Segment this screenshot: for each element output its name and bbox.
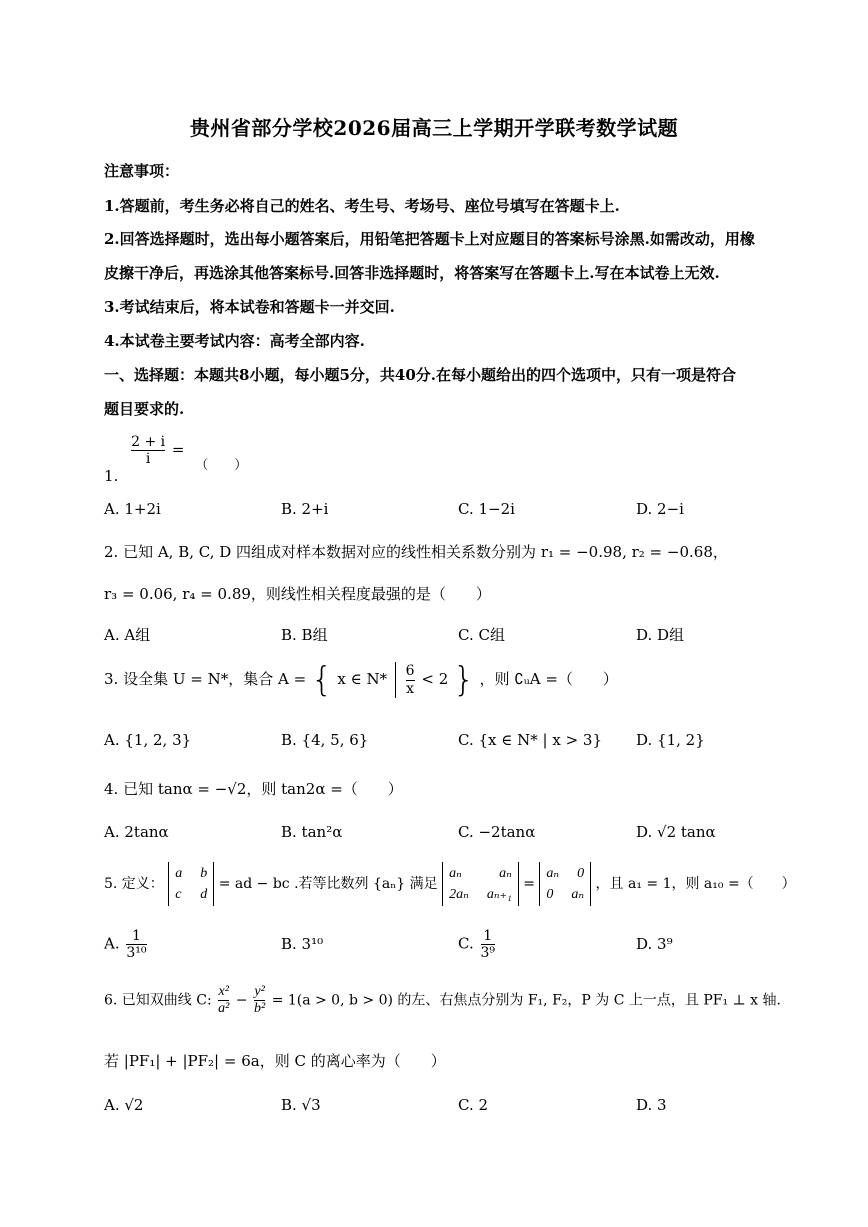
question-3-fraction bbox=[406, 663, 415, 696]
question-6-option-a: A. √2 bbox=[104, 1096, 144, 1114]
question-3-option-a: A. {1, 2, 3} bbox=[104, 731, 192, 749]
notice-item-4: 4.本试卷主要考试内容：高考全部内容. bbox=[104, 332, 365, 350]
question-4-option-a: A. 2tanα bbox=[104, 823, 169, 841]
option-label: C. bbox=[458, 934, 474, 953]
matrix-cell: aₙ bbox=[449, 866, 462, 881]
question-1-number: 1. bbox=[104, 466, 119, 485]
matrix-cell: a bbox=[175, 866, 183, 881]
matrix-cell: aₙ₊₁ bbox=[486, 887, 512, 902]
notice-item-2-line-2: 皮擦干净后，再选涂其他答案标号.回答非选择题时，将答案写在答题卡上.写在本试卷上无效. bbox=[104, 264, 720, 282]
question-5-definition: = ad − bc .若等比数列 {aₙ} 满足 bbox=[218, 876, 438, 892]
question-2-line-1: 2. 已知 A, B, C, D 四组成对样本数据对应的线性相关系数分别为 r₁ = −0.98, r₂ = −0.68， bbox=[104, 543, 728, 561]
question-6-fraction-y bbox=[254, 984, 265, 1017]
page-title: 贵州省部分学校2026届高三上学期开学联考数学试题 bbox=[189, 116, 679, 140]
question-3-set-left: x ∈ N* bbox=[337, 670, 388, 688]
question-5-option-d: D. 3⁹ bbox=[636, 935, 673, 953]
left-brace-icon: { bbox=[310, 660, 333, 700]
question-2-line-2: r₃ = 0.06, r₄ = 0.89，则线性相关程度最强的是（ ） bbox=[104, 585, 491, 603]
question-6-rest: = 1(a > 0, b > 0) 的左、右焦点分别为 F₁, F₂，P 为 C 上一点，且 PF₁ ⊥ x 轴. bbox=[271, 992, 781, 1009]
fraction-denominator: b² bbox=[253, 1001, 266, 1017]
notice-item-2-line-1: 2.回答选择题时，选出每小题答案后，用铅笔把答题卡上对应题目的答案标号涂黑.如需改动，用橡 bbox=[104, 230, 755, 248]
question-4-option-d: D. √2 tanα bbox=[636, 823, 716, 841]
determinant-left bbox=[442, 862, 519, 906]
notice-item-1: 1.答题前，考生务必将自己的姓名、考生号、考场号、座位号填写在答题卡上. bbox=[104, 197, 620, 215]
option-label: A. bbox=[104, 934, 120, 953]
matrix-cell: c bbox=[175, 887, 182, 902]
question-3-denominator: x bbox=[406, 680, 415, 697]
determinant-right bbox=[539, 862, 591, 906]
question-4-option-b: B. tan²α bbox=[281, 823, 343, 841]
question-5: 5. 定义： a b c d = ad − bc .若等比数列 {aₙ} 满足 aₙ aₙ 2aₙ aₙ₊₁ = aₙ 0 0 aₙ ，且 a₁ = 1，则 a₁₀ =（ ） bbox=[104, 862, 796, 906]
right-brace-icon: } bbox=[453, 660, 475, 700]
section-heading-line-1: 一、选择题：本题共8小题，每小题5分，共40分.在每小题给出的四个选项中，只有一项是符合 bbox=[104, 366, 736, 384]
matrix-cell: aₙ bbox=[571, 887, 585, 902]
matrix-cell: 0 bbox=[577, 866, 585, 881]
question-4: 4. 已知 tanα = −√2，则 tan2α =（ ） bbox=[104, 780, 403, 798]
notice-item-3: 3.考试结束后，将本试卷和答题卡一并交回. bbox=[104, 298, 395, 316]
question-6-option-c: C. 2 bbox=[458, 1096, 489, 1114]
question-5-option-b: B. 3¹⁰ bbox=[281, 935, 324, 953]
question-5-prefix: 5. 定义： bbox=[104, 876, 164, 892]
question-2-option-b: B. B组 bbox=[281, 626, 328, 644]
question-6-option-d: D. 3 bbox=[636, 1096, 667, 1114]
question-5-option-a bbox=[104, 928, 149, 961]
question-6-line-2: 若 |PF₁| + |PF₂| = 6a，则 C 的离心率为（ ） bbox=[104, 1052, 446, 1070]
question-2-option-d: D. D组 bbox=[636, 626, 685, 644]
matrix-cell: b bbox=[200, 866, 208, 881]
question-1-option-c: C. 1−2i bbox=[458, 500, 515, 518]
question-3-option-b: B. {4, 5, 6} bbox=[281, 731, 369, 749]
question-3-numerator: 6 bbox=[405, 663, 415, 680]
question-6-fraction-x bbox=[218, 984, 229, 1017]
question-5-option-c bbox=[458, 928, 497, 961]
question-2-option-a: A. A组 bbox=[104, 626, 151, 644]
question-1-option-d: D. 2−i bbox=[636, 500, 684, 518]
question-1-numerator: 2 + i bbox=[131, 434, 166, 450]
question-5-suffix: ，且 a₁ = 1，则 a₁₀ =（ ） bbox=[595, 876, 796, 892]
question-3 bbox=[104, 660, 618, 700]
matrix-cell: 2aₙ bbox=[449, 887, 469, 902]
question-4-option-c: C. −2tanα bbox=[458, 823, 536, 841]
question-3-option-d: D. {1, 2} bbox=[636, 731, 705, 749]
set-divider bbox=[395, 662, 396, 698]
matrix-cell: aₙ bbox=[546, 866, 560, 881]
option-c-denominator: 3⁹ bbox=[480, 945, 496, 962]
matrix-cell: 0 bbox=[546, 887, 554, 902]
question-2-option-c: C. C组 bbox=[458, 626, 505, 644]
option-c-numerator: 1 bbox=[483, 928, 493, 944]
determinant-definition bbox=[168, 862, 214, 906]
question-1-fraction bbox=[131, 434, 165, 467]
question-3-option-c: C. {x ∈ N* | x > 3} bbox=[458, 731, 602, 749]
option-a-denominator: 3¹⁰ bbox=[126, 945, 147, 962]
option-a-numerator: 1 bbox=[132, 928, 141, 944]
fraction-denominator: a² bbox=[218, 1001, 230, 1017]
option-a-fraction bbox=[126, 928, 146, 961]
fraction-numerator: x² bbox=[218, 984, 229, 999]
question-1 bbox=[104, 434, 248, 485]
question-6-line-1 bbox=[104, 984, 781, 1017]
question-6-prefix: 6. 已知双曲线 C: bbox=[104, 992, 212, 1009]
matrix-cell: d bbox=[200, 887, 208, 902]
question-6-option-b: B. √3 bbox=[281, 1096, 321, 1114]
section-heading-line-2: 题目要求的. bbox=[104, 400, 185, 418]
question-1-option-b: B. 2+i bbox=[281, 500, 329, 518]
matrix-cell: aₙ bbox=[499, 866, 512, 881]
question-1-blank: （ ） bbox=[195, 457, 248, 473]
question-3-prefix: 3. 设全集 U = N*，集合 A = bbox=[104, 670, 307, 688]
question-1-denominator: i bbox=[131, 450, 165, 467]
question-3-set-right: < 2 bbox=[421, 670, 449, 688]
fraction-numerator: y² bbox=[254, 984, 265, 999]
question-3-suffix: ，则 ∁ᵤA =（ ） bbox=[479, 670, 618, 688]
minus-sign: − bbox=[235, 992, 248, 1009]
question-1-option-a: A. 1+2i bbox=[104, 500, 161, 518]
option-c-fraction bbox=[481, 928, 496, 961]
notice-heading: 注意事项： bbox=[104, 162, 180, 180]
question-1-equals: = bbox=[171, 440, 185, 459]
